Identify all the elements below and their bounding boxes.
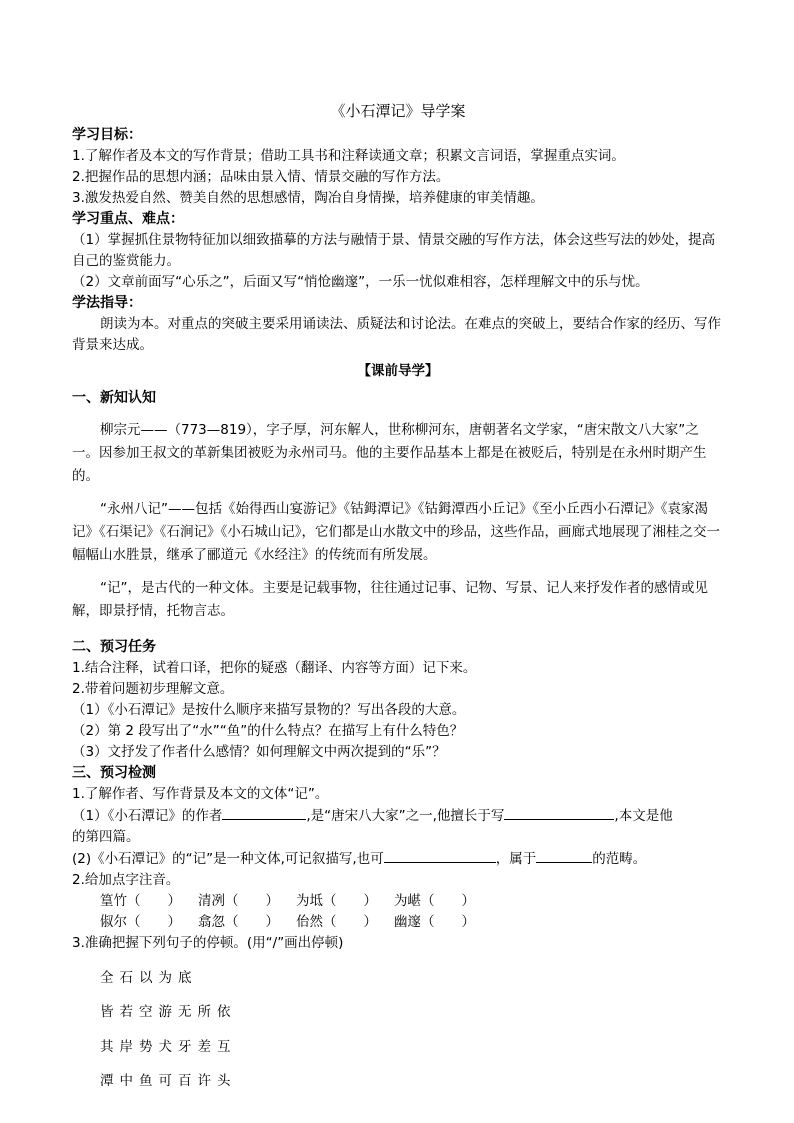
fill-blank-category[interactable]	[536, 848, 592, 863]
phonetic-item: 佁然（ ）	[296, 914, 377, 930]
task-item: 1.结合注释，试着口译，把你的疑惑（翻译、内容等方面）记下来。	[72, 660, 477, 676]
section2-heading: 二、预习任务	[72, 639, 156, 655]
section1-paragraph: “永州八记”——包括《始得西山宴游记》《钴鉧潭记》《钴鉧潭西小丘记》《至小丘西小石潭记》《袁家渴记》《石渠记》《石涧记》《小石城山记》，它们都是山水散文中的珍品，这些作品，画廊式地展现了湘桂之交一幅幅山水胜景，继承了郦道元《水经注》的传统而有所发展。	[72, 501, 720, 563]
worksheet-page	[72, 100, 724, 1106]
section1-heading: 一、新知认知	[72, 390, 156, 406]
task-item: （1）《小石潭记》是按什么顺序来描写景物的？写出各段的大意。	[72, 702, 466, 718]
q1-1-text-d: 的第四篇。	[72, 829, 140, 845]
pause-sentence: 潭中鱼可百许头	[100, 1073, 237, 1089]
phonetic-row	[72, 912, 724, 933]
fill-blank-method[interactable]	[384, 848, 496, 863]
task-item: （2）第 2 段写出了“水”“鱼”的什么特点？在描写上有什么特色？	[72, 723, 464, 739]
section1-paragraph: 柳宗元——（773—819），字子厚，河东解人，世称柳河东，唐朝著名文学家，“唐宋散文八大家”之一。因参加王叔文的革新集团被贬为永州司马。他的主要作品基本上都是在被贬后，特别是在永州时期产生的。	[72, 422, 707, 484]
focus-heading: 学习重点、难点：	[72, 211, 184, 227]
task-item: 2.带着问题初步理解文意。	[72, 681, 234, 697]
check-q3: 3.准确把握下列句子的停顿。(用“/”画出停顿)	[72, 935, 344, 951]
q1-2-text-c: 的范畴。	[592, 851, 647, 867]
goal-item: 1.了解作者及本文的写作背景；借助工具书和注释读通文章；积累文言词语，掌握重点实词。	[72, 148, 625, 164]
phonetic-item: 幽邃（ ）	[394, 914, 475, 930]
task-item: （3）文抒发了作者什么感情？如何理解文中两次提到的“乐”？	[72, 744, 446, 760]
check-q2: 2.给加点字注音。	[72, 872, 180, 888]
q1-1-text-b: ,是“唐宋八大家”之一,他擅长于写	[306, 808, 505, 824]
check-q1: 1.了解作者、写作背景及本文的文体“记”。	[72, 786, 329, 802]
phonetic-item: 为嵁（ ）	[394, 893, 475, 909]
section3-heading: 三、预习检测	[72, 765, 156, 781]
goal-item: 3.激发热爱自然、赞美自然的思想感情，陶冶自身情操，培养健康的审美情趣。	[72, 190, 544, 206]
phonetic-item: 为坻（ ）	[296, 893, 377, 909]
q1-2-text-b: ，属于	[495, 851, 537, 867]
q1-1-text-c: ,本文是他	[614, 808, 673, 824]
phonetic-item: 篁竹（ ）	[100, 893, 181, 909]
method-text: 朗读为本。对重点的突破主要采用诵读法、质疑法和讨论法。在难点的突破上，要结合作家的经历、写作背景来达成。	[72, 316, 721, 353]
pause-sentence: 皆若空游无所依	[100, 1004, 237, 1020]
section1-paragraph: “记”，是古代的一种文体。主要是记载事物，往往通过记事、记物、写景、记人来抒发作者的感情或见解，即景抒情，托物言志。	[72, 580, 708, 619]
q1-2-text-a: (2)《小石潭记》的“记”是一种文体,可记叙描写,也可	[72, 851, 384, 867]
phonetic-item: 清冽（ ）	[198, 893, 279, 909]
pause-sentence: 全石以为底	[100, 969, 198, 986]
fill-blank-genre[interactable]	[504, 805, 614, 820]
goals-heading: 学习目标：	[72, 127, 142, 143]
page-title: 《小石潭记》导学案	[330, 102, 466, 120]
goal-item: 2.把握作品的思想内涵；品味由景入情、情景交融的写作方法。	[72, 169, 450, 185]
focus-item: （1）掌握抓住景物特征加以细致描摹的方法与融情于景、情景交融的写作方法，体会这些写法的妙处，提高自己的鉴赏能力。	[72, 232, 716, 269]
method-heading: 学法指导：	[72, 295, 142, 311]
phonetic-item: 翕忽（ ）	[198, 914, 279, 930]
check-q1-2	[72, 848, 724, 870]
focus-item: （2）文章前面写“心乐之”，后面又写“悄怆幽邃”，一乐一忧似难相容，怎样理解文中的乐与忧。	[72, 274, 649, 290]
phonetic-item: 俶尔（ ）	[100, 914, 181, 930]
pause-sentence: 其岸势犬牙差互	[100, 1038, 237, 1055]
check-q1-1	[72, 805, 724, 848]
fill-blank-author[interactable]	[222, 805, 306, 820]
q1-1-text-a: （1）《小石潭记》的作者	[72, 808, 223, 824]
preclass-heading: 【课前导学】	[357, 363, 439, 379]
phonetic-row	[72, 891, 724, 912]
